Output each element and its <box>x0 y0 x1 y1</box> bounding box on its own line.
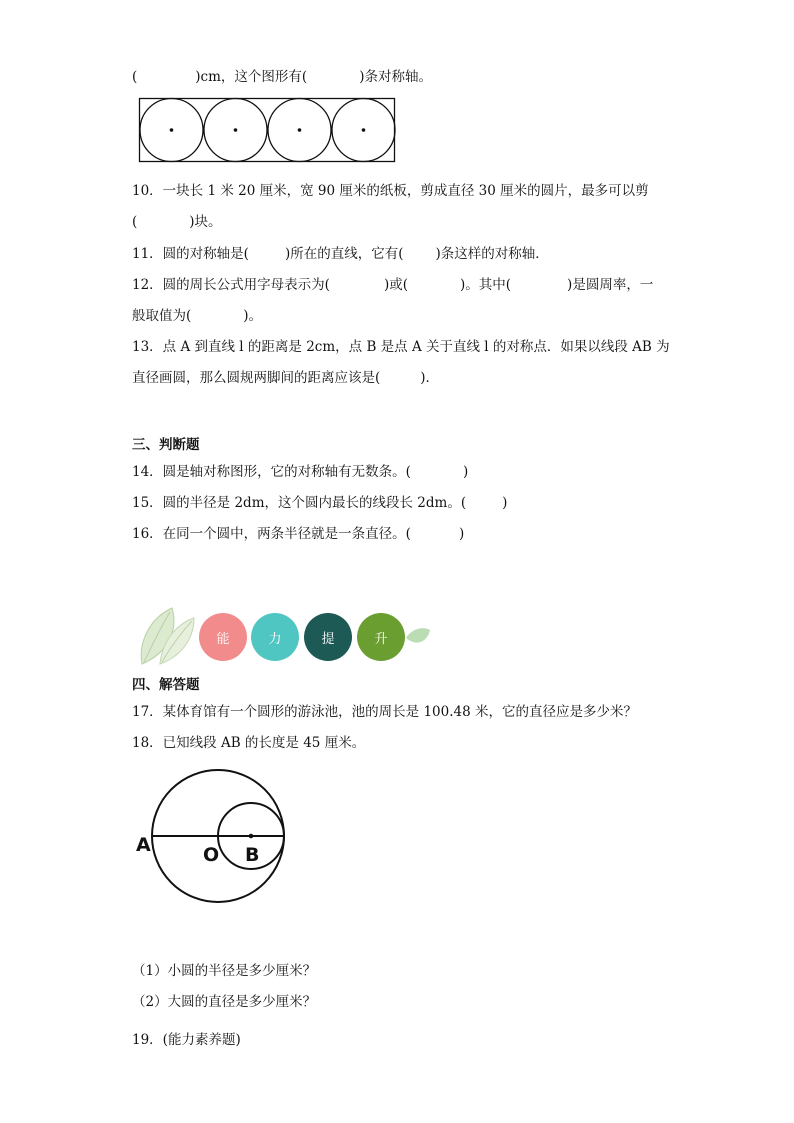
q13-line2: 直径画圆，那么圆规两脚间的距离应该是( )． <box>132 370 440 386</box>
leaf-shape-3 <box>406 628 430 643</box>
center-dot-1 <box>170 128 174 132</box>
q19: 19．(能力素养题) <box>132 1032 241 1048</box>
label-a: A <box>136 834 151 856</box>
banner-circle-2: 力 <box>251 613 299 661</box>
banner-circle-4: 升 <box>357 613 405 661</box>
leaf-decoration-left <box>136 606 198 666</box>
q14: 14．圆是轴对称图形，它的对称轴有无数条。( ) <box>132 464 469 480</box>
q11: 11．圆的对称轴是( )所在的直线，它有( )条这样的对称轴． <box>132 246 549 262</box>
section-4-title: 四、解答题 <box>132 677 200 693</box>
q15: 15．圆的半径是 2dm，这个圆内最长的线段长 2dm。( ) <box>132 495 508 511</box>
section-3-title: 三、判断题 <box>132 437 200 453</box>
center-dot-3 <box>298 128 302 132</box>
label-b: B <box>245 844 260 866</box>
q9-continuation: ( )cm，这个图形有( )条对称轴。 <box>132 69 432 85</box>
q12-line1: 12．圆的周长公式用字母表示为( )或( )。其中( )是圆周率，一 <box>132 277 654 293</box>
q10-line2: ( )块。 <box>132 214 222 230</box>
leaf-decoration-right <box>404 626 432 650</box>
q13-line1: 13．点 A 到直线 l 的距离是 2cm，点 B 是点 A 关于直线 l 的对称点．如果以线段 AB 为 <box>132 339 670 355</box>
q18-sub2: （2）大圆的直径是多少厘米？ <box>132 994 317 1010</box>
q18: 18．已知线段 AB 的长度是 45 厘米。 <box>132 735 366 751</box>
point-b-dot <box>249 834 254 839</box>
q16: 16．在同一个圆中，两条半径就是一条直径。( ) <box>132 526 465 542</box>
center-dot-4 <box>362 128 366 132</box>
banner-circle-1: 能 <box>199 613 247 661</box>
q18-sub1: （1）小圆的半径是多少厘米？ <box>132 963 317 979</box>
q17: 17．某体育馆有一个圆形的游泳池，池的周长是 100.48 米，它的直径应是多少米？ <box>132 704 637 720</box>
four-circles-rectangle-figure <box>138 97 398 165</box>
banner-circle-3: 提 <box>304 613 352 661</box>
center-dot-2 <box>234 128 238 132</box>
label-o: O <box>203 844 220 866</box>
q12-line2: 般取值为( )。 <box>132 308 263 324</box>
nested-circles-figure <box>132 762 292 912</box>
q10-line1: 10．一块长 1 米 20 厘米，宽 90 厘米的纸板，剪成直径 30 厘米的圆片，最多可以剪 <box>132 183 649 199</box>
